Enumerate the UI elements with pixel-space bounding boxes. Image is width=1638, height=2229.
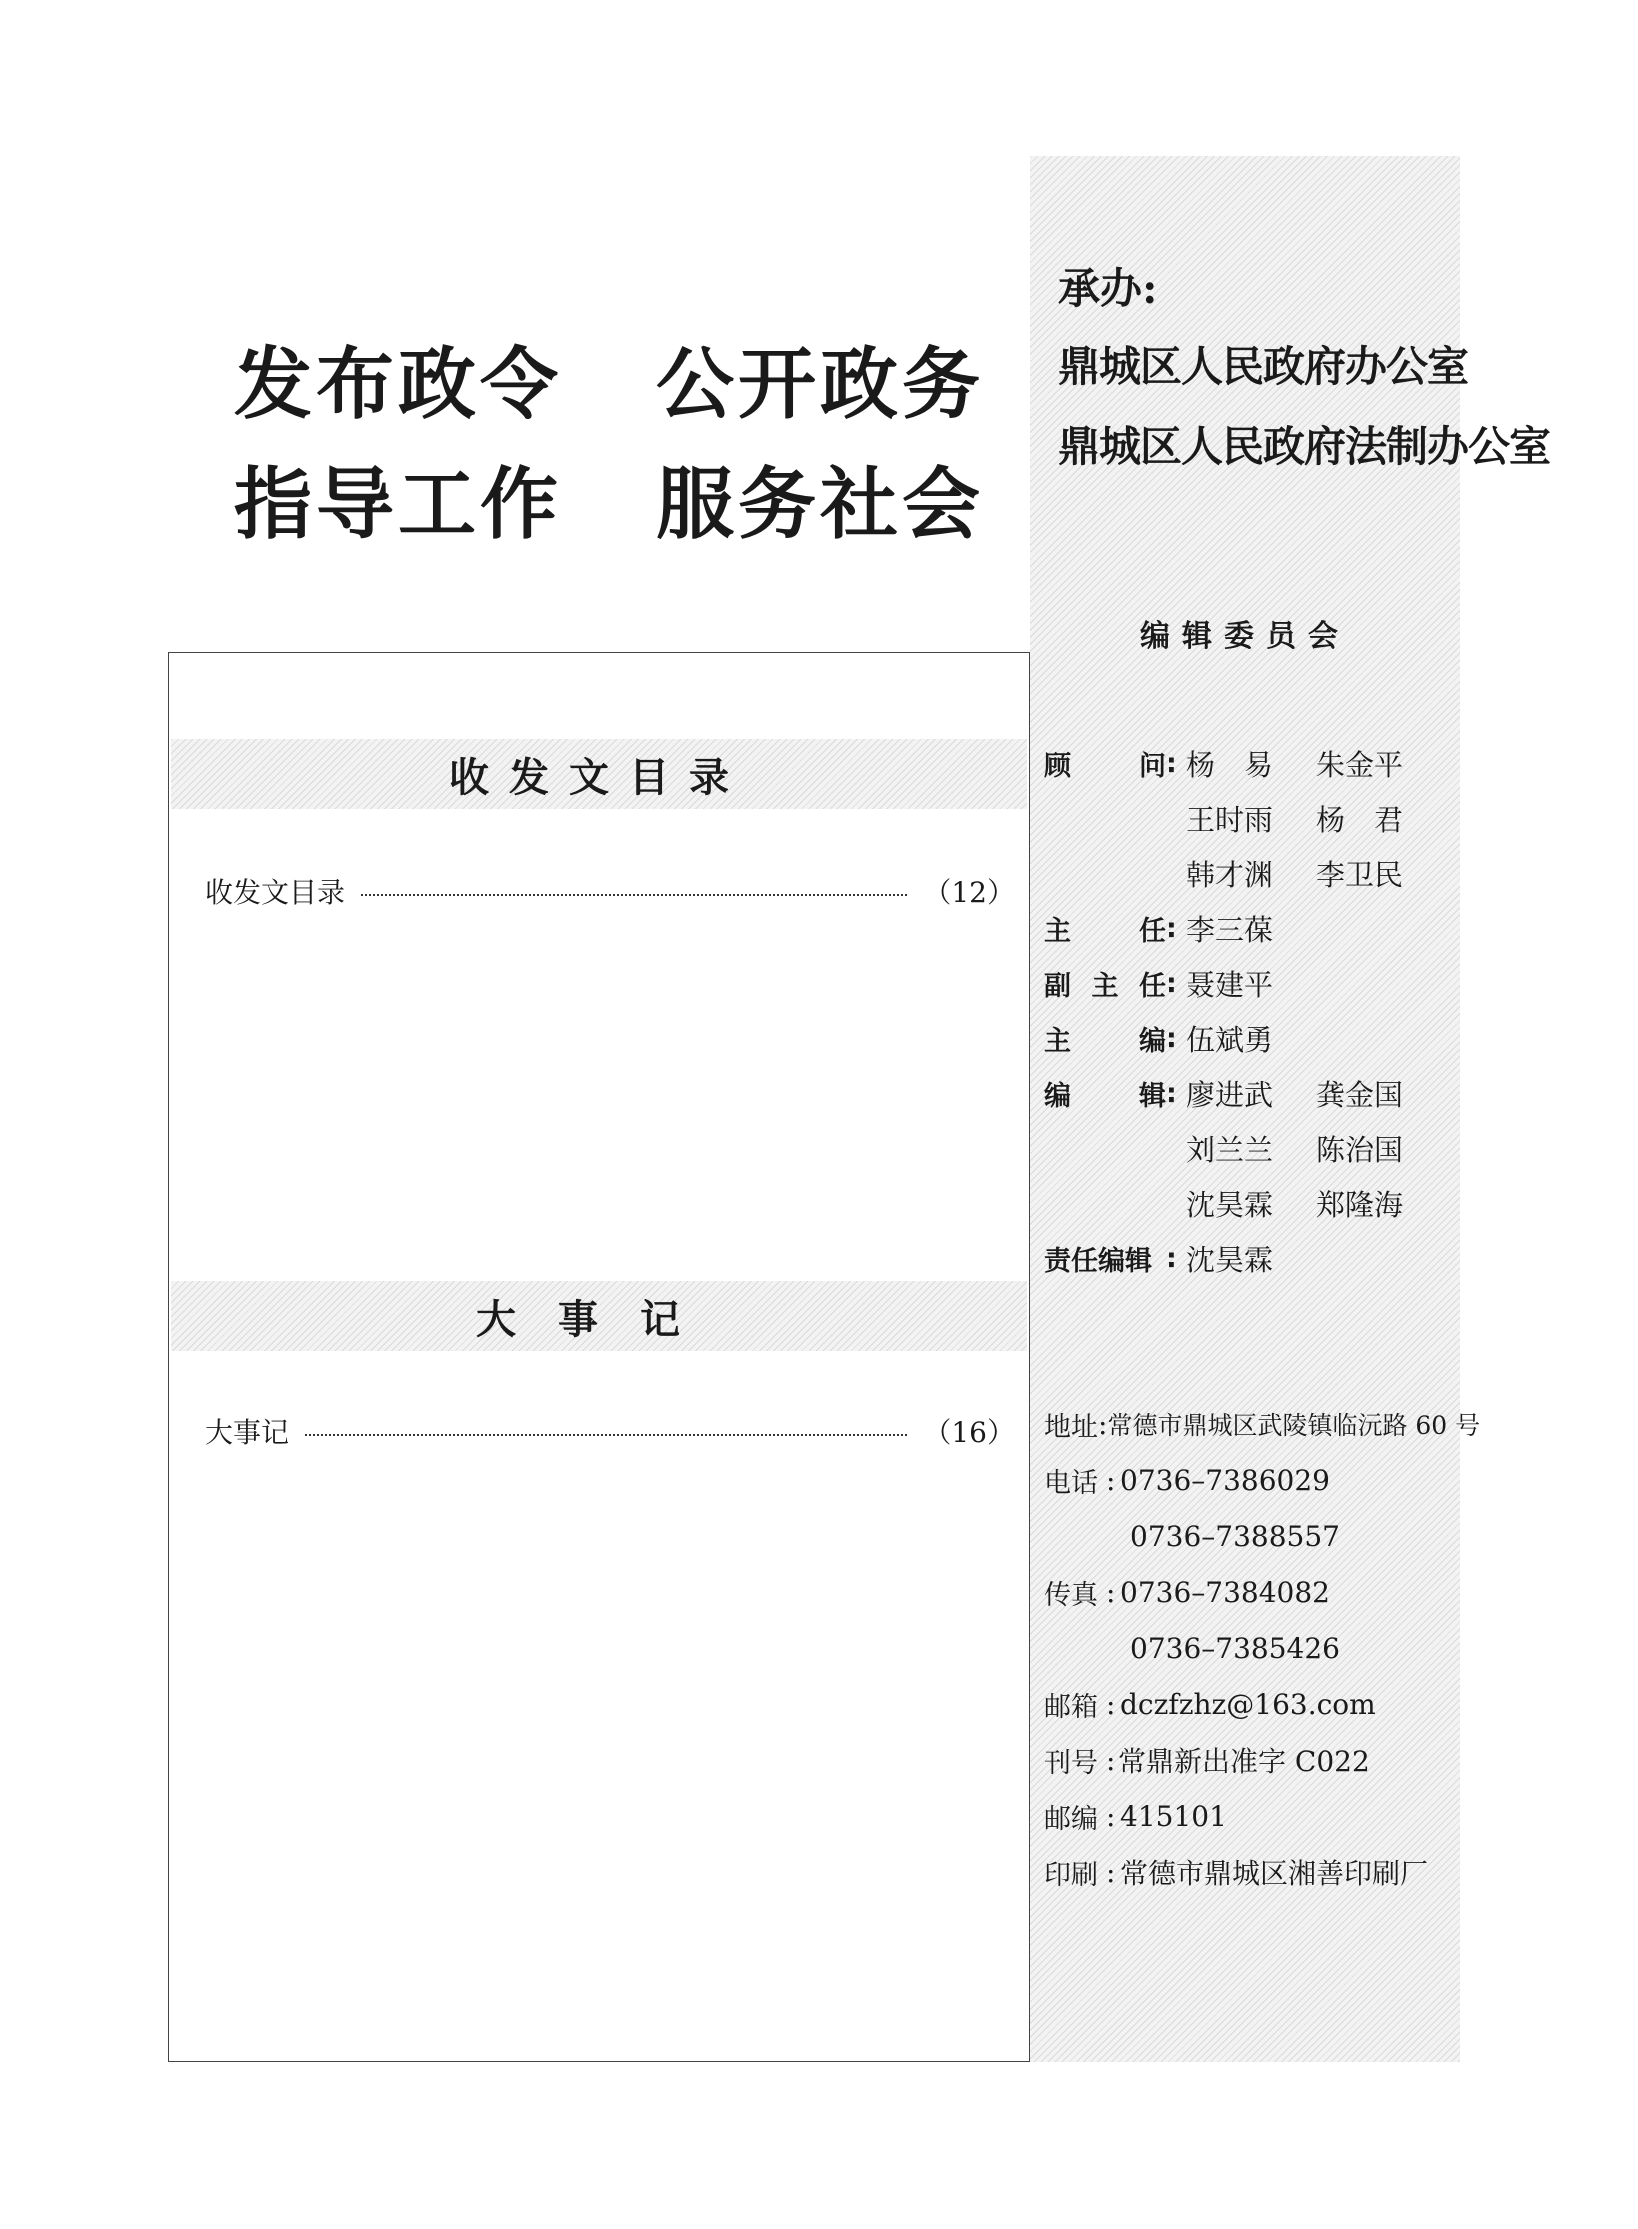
phone-value: 0736–7386029 — [1120, 1463, 1330, 1497]
staff-row: 副 主 任 : 聂建平 — [1044, 956, 1454, 1011]
slogan-row-1 — [234, 318, 1014, 438]
postcode-value: 415101 — [1120, 1799, 1227, 1833]
staff-row — [1044, 791, 1454, 846]
slogan — [234, 318, 1014, 558]
staff-name: 陈治国 — [1316, 1133, 1404, 1167]
staff-row: 编 辑 : 廖进武 龚金国 — [1044, 1066, 1454, 1121]
address-row: 地址 : 常德市鼎城区武陵镇临沅路 60 号 — [1044, 1396, 1464, 1452]
staff-name: 朱金平 — [1316, 748, 1404, 782]
phone-label: 电话 — [1044, 1467, 1098, 1499]
staff-row: 主 任 : 李三葆 — [1044, 901, 1454, 956]
contact-info — [1044, 1396, 1481, 1900]
organizer-heading: 承办: — [1058, 264, 1158, 313]
staff-name: 伍斌勇 — [1186, 1023, 1274, 1057]
section-header-documents — [171, 739, 1027, 809]
staff-role: 副 主 任 — [1044, 971, 1166, 1002]
staff-name: 李三葆 — [1186, 913, 1274, 947]
email-row: 邮箱 : dczfzhz@163.com — [1044, 1676, 1464, 1732]
masthead-sidebar — [1030, 156, 1551, 2062]
section-title: 大事记 — [476, 1296, 722, 1343]
phone-value: 0736–7388557 — [1130, 1519, 1340, 1553]
printer-row: 印刷 : 常德市鼎城区湘善印刷厂 — [1044, 1844, 1464, 1900]
email-label: 邮箱 — [1044, 1691, 1098, 1723]
fax-value: 0736–7384082 — [1120, 1575, 1330, 1609]
section-header-events — [171, 1281, 1027, 1351]
slogan-phrase: 发布政令 — [234, 340, 563, 430]
fax-value: 0736–7385426 — [1130, 1631, 1340, 1665]
toc-entry-events[interactable] — [205, 1411, 1015, 1451]
staff-row — [1044, 846, 1454, 901]
staff-role: 责任编辑 — [1044, 1246, 1152, 1277]
dot-leader — [361, 894, 907, 896]
slogan-row-2 — [234, 438, 1014, 558]
postcode-label: 邮编 — [1044, 1803, 1098, 1835]
address-value: 常德市鼎城区武陵镇临沅路 60 号 — [1107, 1411, 1481, 1440]
toc-entry-documents[interactable] — [205, 871, 1015, 911]
staff-role: 主 任 — [1044, 916, 1166, 947]
toc-entry-label: 大事记 — [205, 1416, 290, 1449]
staff-role: 顾 问 — [1044, 751, 1166, 782]
fax-row: 传真 : 0736–7384082 — [1044, 1564, 1464, 1620]
postcode-row: 邮编 : 415101 — [1044, 1788, 1464, 1844]
staff-row: 主 编 : 伍斌勇 — [1044, 1011, 1454, 1066]
staff-name: 王时雨 — [1186, 803, 1274, 837]
staff-name: 廖进武 — [1186, 1078, 1274, 1112]
staff-name: 李卫民 — [1316, 858, 1404, 892]
staff-list — [1044, 736, 1454, 1286]
staff-name: 沈昊霖 — [1186, 1188, 1274, 1222]
editorial-committee-title: 编辑委员会 — [1140, 619, 1350, 654]
staff-name: 沈昊霖 — [1186, 1243, 1274, 1277]
organizer-name: 鼎城区人民政府法制办公室 — [1058, 422, 1551, 471]
dot-leader — [305, 1434, 907, 1436]
staff-role: 主 编 — [1044, 1026, 1166, 1057]
staff-row — [1044, 1176, 1454, 1231]
staff-name: 龚金国 — [1316, 1078, 1404, 1112]
printer-label: 印刷 — [1044, 1859, 1098, 1891]
printer-value: 常德市鼎城区湘善印刷厂 — [1120, 1857, 1429, 1890]
issue-row: 刊号 : 常鼎新出准字 C022 — [1044, 1732, 1464, 1788]
staff-name: 郑隆海 — [1316, 1188, 1404, 1222]
address-label: 地址 — [1044, 1411, 1098, 1443]
staff-row: 顾 问 : 杨 易 朱金平 — [1044, 736, 1454, 791]
staff-name: 韩才渊 — [1186, 858, 1274, 892]
organizer-name: 鼎城区人民政府办公室 — [1058, 342, 1469, 391]
email-value: dczfzhz@163.com — [1120, 1687, 1376, 1721]
staff-name: 刘兰兰 — [1186, 1133, 1274, 1167]
slogan-phrase: 指导工作 — [234, 460, 563, 550]
staff-role: 编 辑 — [1044, 1081, 1166, 1112]
fax-label: 传真 — [1044, 1579, 1098, 1611]
slogan-phrase: 服务社会 — [656, 460, 985, 550]
issue-value: 常鼎新出准字 C022 — [1118, 1745, 1370, 1778]
staff-name: 聂建平 — [1186, 968, 1274, 1002]
toc-entry-page: （16） — [923, 1416, 1015, 1449]
issue-label: 刊号 — [1044, 1747, 1098, 1779]
staff-name: 杨 君 — [1316, 803, 1404, 837]
phone-row: 电话 : 0736–7386029 — [1044, 1452, 1464, 1508]
staff-name: 杨 易 — [1186, 748, 1274, 782]
section-title: 收发文目录 — [449, 754, 749, 801]
slogan-phrase: 公开政务 — [656, 340, 985, 430]
toc-entry-page: （12） — [923, 876, 1015, 909]
phone-row — [1044, 1508, 1464, 1564]
fax-row — [1044, 1620, 1464, 1676]
table-of-contents — [168, 652, 1030, 2062]
toc-entry-label: 收发文目录 — [205, 876, 346, 909]
staff-row: 责任编辑 : 沈昊霖 — [1044, 1231, 1454, 1286]
staff-row — [1044, 1121, 1454, 1176]
